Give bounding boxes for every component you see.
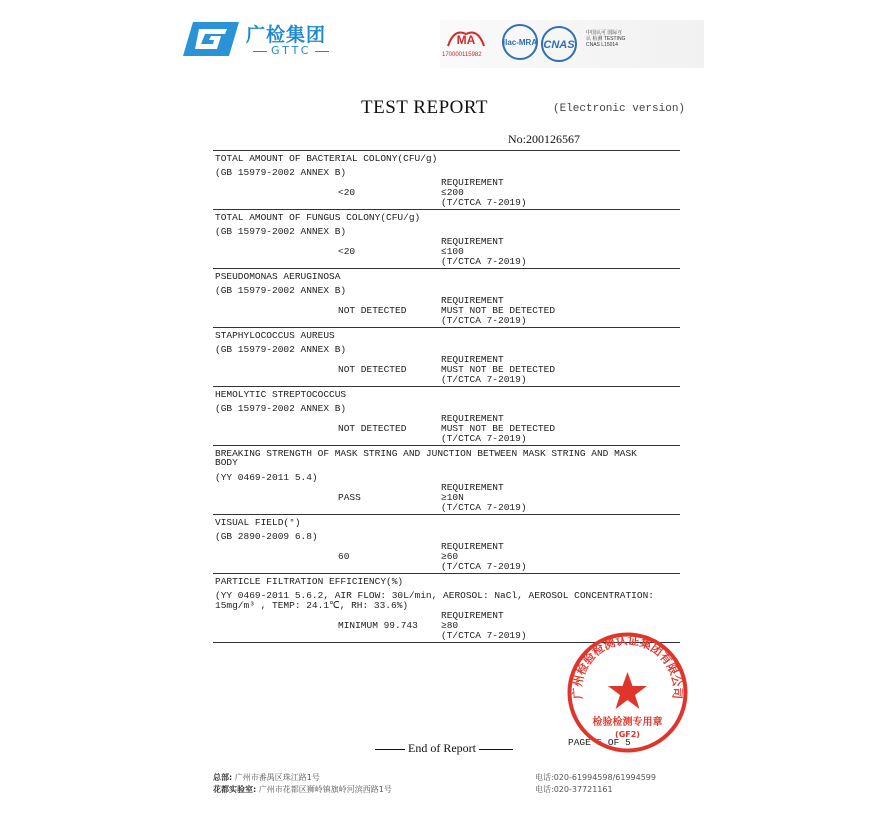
cnas-caption: 中国认可 国际互认 检测 TESTING CNAS L15014 <box>586 30 626 48</box>
test-name: TOTAL AMOUNT OF BACTERIAL COLONY(CFU/g) <box>215 153 438 164</box>
footer-hq-address: 广州市番禺区珠江路1号 <box>234 773 320 782</box>
requirement-value: ≥60 <box>441 551 459 562</box>
requirement-standard: (T/CTCA 7-2019) <box>441 374 527 385</box>
svg-text:ilac-MRA: ilac-MRA <box>502 38 538 47</box>
requirement-label: REQUIREMENT <box>441 610 504 621</box>
requirement-value: MUST NOT BE DETECTED <box>441 305 556 316</box>
requirement-standard: (T/CTCA 7-2019) <box>441 315 527 326</box>
footer-lab-label: 花都实验室: <box>213 785 257 794</box>
logo-english-name: GTTC <box>249 44 333 57</box>
gttc-logo-mark-icon <box>183 22 239 56</box>
requirement-standard: (T/CTCA 7-2019) <box>441 197 527 208</box>
test-standard-continued: 15mg/m³ , TEMP: 24.1℃, RH: 33.6%) <box>215 600 409 611</box>
divider <box>213 209 680 210</box>
test-name: PSEUDOMONAS AERUGINOSA <box>215 271 341 282</box>
test-standard: (GB 15979-2002 ANNEX B) <box>215 403 347 414</box>
requirement-label: REQUIREMENT <box>441 482 504 493</box>
requirement-value: ≤100 <box>441 246 464 257</box>
end-of-report-text: End of Report <box>408 741 476 755</box>
divider <box>213 573 680 574</box>
footer-lab <box>213 784 392 795</box>
requirement-value: ≥10N <box>441 492 464 503</box>
requirement-label: REQUIREMENT <box>441 541 504 552</box>
requirement-standard: (T/CTCA 7-2019) <box>441 433 527 444</box>
footer-lab-address: 广州市花都区狮岭镇旗岭河滨西路1号 <box>258 785 392 794</box>
test-result: PASS <box>338 492 361 503</box>
certification-marks <box>440 20 704 68</box>
test-standard: (GB 15979-2002 ANNEX B) <box>215 167 347 178</box>
report-number: No:200126567 <box>508 132 580 146</box>
test-result: <20 <box>338 246 356 257</box>
divider <box>213 386 680 387</box>
test-name: TOTAL AMOUNT OF FUNGUS COLONY(CFU/g) <box>215 212 421 223</box>
svg-text:MA: MA <box>456 33 476 47</box>
divider <box>213 327 680 328</box>
requirement-value: ≤200 <box>441 187 464 198</box>
report-title: TEST REPORT <box>361 97 488 118</box>
requirement-label: REQUIREMENT <box>441 295 504 306</box>
requirement-label: REQUIREMENT <box>441 413 504 424</box>
ilac-mra-icon <box>500 22 540 62</box>
divider <box>213 514 680 515</box>
requirement-standard: (T/CTCA 7-2019) <box>441 502 527 513</box>
end-of-report <box>375 741 513 756</box>
test-standard: (GB 15979-2002 ANNEX B) <box>215 226 347 237</box>
footer-hq <box>213 772 320 783</box>
test-standard: (YY 0469-2011 5.6.2, AIR FLOW: 30L/min, AEROSOL: NaCl, AEROSOL CONCENTRATION: <box>215 590 654 601</box>
test-name: PARTICLE FILTRATION EFFICIENCY(%) <box>215 576 404 587</box>
test-result: NOT DETECTED <box>338 364 407 375</box>
test-name-continued: BODY <box>215 457 238 468</box>
test-standard: (GB 15979-2002 ANNEX B) <box>215 285 347 296</box>
logo-chinese-name: 广检集团 <box>246 24 327 46</box>
test-standard: (GB 2890-2009 6.8) <box>215 531 318 542</box>
requirement-standard: (T/CTCA 7-2019) <box>441 561 527 572</box>
test-result: NOT DETECTED <box>338 423 407 434</box>
test-name: STAPHYLOCOCCUS AUREUS <box>215 330 335 341</box>
divider <box>213 445 680 446</box>
divider <box>213 268 680 269</box>
test-result: MINIMUM 99.743 <box>338 620 418 631</box>
official-seal-icon <box>565 630 690 755</box>
test-standard: (GB 15979-2002 ANNEX B) <box>215 344 347 355</box>
ma-number: 170000115982 <box>442 52 482 58</box>
footer-tel-lab: 电话:020-37721161 <box>535 785 613 794</box>
seal-bottom-text: 检验检测专用章 <box>592 717 663 728</box>
requirement-standard: (T/CTCA 7-2019) <box>441 256 527 267</box>
cma-mark-icon <box>446 26 486 48</box>
test-name: BREAKING STRENGTH OF MASK STRING AND JUNCTION BETWEEN MASK STRING AND MASK <box>215 448 637 459</box>
test-result: NOT DETECTED <box>338 305 407 316</box>
test-result: <20 <box>338 187 356 198</box>
gttc-logo <box>183 20 333 60</box>
cnas-icon <box>538 24 580 64</box>
divider <box>213 150 680 151</box>
svg-text:CNAS: CNAS <box>543 39 575 51</box>
test-name: HEMOLYTIC STREPTOCOCCUS <box>215 389 347 400</box>
test-name: VISUAL FIELD(°) <box>215 517 301 528</box>
requirement-value: MUST NOT BE DETECTED <box>441 423 556 434</box>
test-standard: (YY 0469-2011 5.4) <box>215 472 318 483</box>
requirement-value: ≥80 <box>441 620 459 631</box>
test-result: 60 <box>338 551 350 562</box>
seal-text: 广州检验检测认证集团有限公司 <box>570 633 685 700</box>
requirement-standard: (T/CTCA 7-2019) <box>441 630 527 641</box>
footer-tel-hq: 电话:020-61994598/61994599 <box>535 773 656 782</box>
seal-code: (GF2) <box>615 730 640 739</box>
requirement-value: MUST NOT BE DETECTED <box>441 364 556 375</box>
report-subtitle: (Electronic version) <box>553 103 686 115</box>
requirement-label: REQUIREMENT <box>441 354 504 365</box>
page-number: PAGE 5 OF 5 <box>568 737 631 748</box>
requirement-label: REQUIREMENT <box>441 236 504 247</box>
requirement-label: REQUIREMENT <box>441 177 504 188</box>
footer-hq-label: 总部: <box>213 773 233 782</box>
